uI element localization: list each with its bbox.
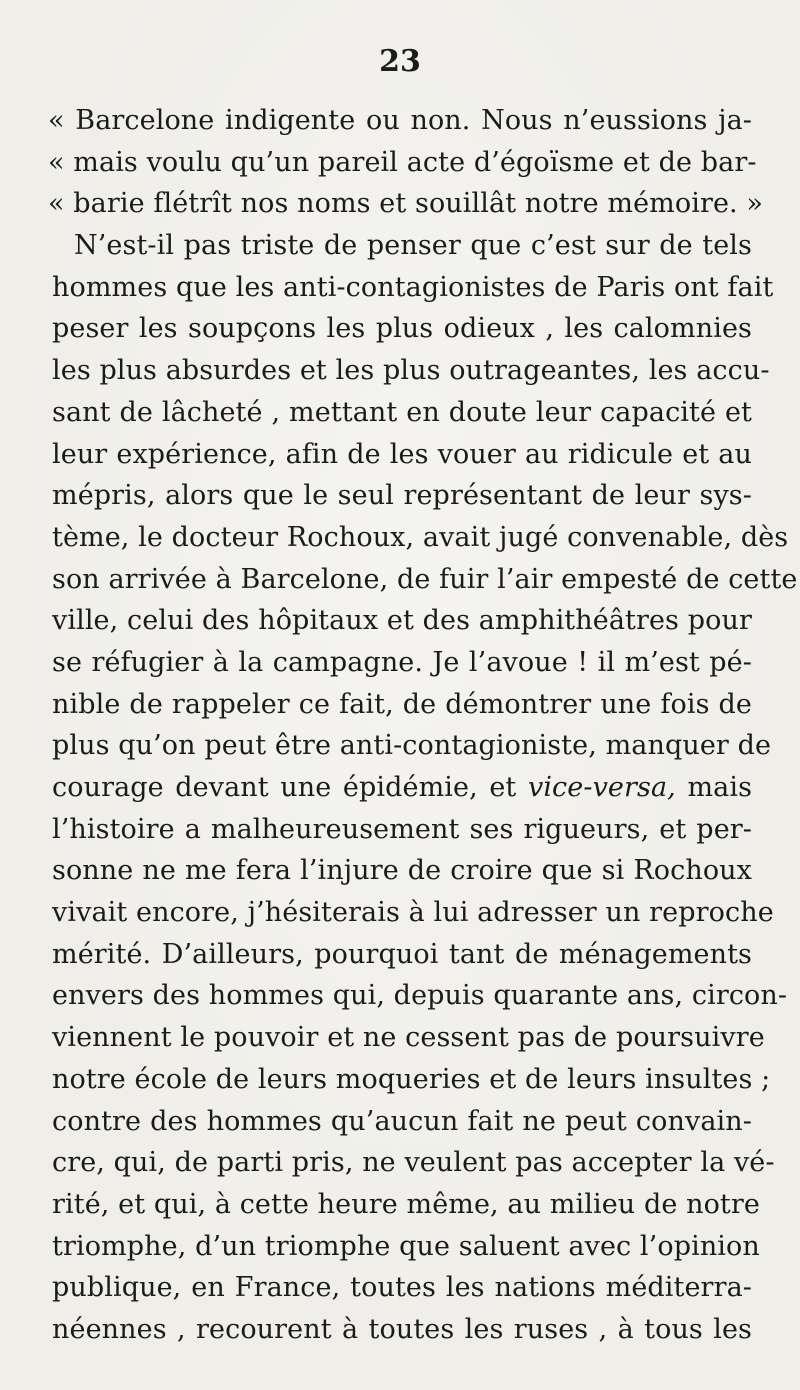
text-line: plus qu’on peut être anti-contagioniste, manquer de <box>52 730 772 762</box>
text-line: publique, en France, toutes les nations méditerra- <box>52 1272 752 1304</box>
text-line: « mais voulu qu’un pareil acte d’égoïsme et de bar- <box>48 146 757 178</box>
text-line: sonne ne me fera l’injure de croire que si Rochoux <box>52 855 752 887</box>
text-line: néennes , recourent à toutes les ruses , à tous les <box>52 1313 752 1345</box>
text-line: mérité. D’ailleurs, pourquoi tant de ménagements <box>52 938 752 970</box>
text-line: « barie flétrît nos noms et souillât notre mémoire. » <box>48 188 764 220</box>
text-line: rité, et qui, à cette heure même, au milieu de notre <box>52 1188 760 1220</box>
text-line: nible de rappeler ce fait, de démontrer une fois de <box>52 688 752 720</box>
text-line: ville, celui des hôpitaux et des amphithéâtres pour <box>52 605 752 637</box>
text-line: viennent le pouvoir et ne cessent pas de poursuivre <box>52 1022 765 1054</box>
italic-phrase: vice-versa, <box>527 772 676 803</box>
text-line: se réfugier à la campagne. Je l’avoue ! il m’est pé- <box>52 646 752 678</box>
text-line: mépris, alors que le seul représentant de leur sys- <box>52 480 752 512</box>
text-line: N’est-il pas triste de penser que c’est sur de tels <box>74 230 752 262</box>
text-line: l’histoire a malheureusement ses rigueurs, et per- <box>52 813 752 845</box>
text-line: triomphe, d’un triomphe que saluent avec l’opinion <box>52 1230 760 1262</box>
text-line: notre école de leurs moqueries et de leurs insultes ; <box>52 1063 771 1095</box>
body-text <box>48 100 798 1351</box>
text-segment: courage devant une épidémie, et <box>52 772 517 803</box>
text-line: son arrivée à Barcelone, de fuir l’air empesté de cette <box>52 563 798 595</box>
text-line: peser les soupçons les plus odieux , les calomnies <box>52 313 752 345</box>
text-line-with-italic <box>52 767 752 809</box>
text-line: cre, qui, de parti pris, ne veulent pas accepter la vé- <box>52 1147 775 1179</box>
text-line: envers des hommes qui, depuis quarante ans, circon- <box>52 980 788 1012</box>
text-line: hommes que les anti-contagionistes de Paris ont fait <box>52 271 774 303</box>
text-line: « Barcelone indigente ou non. Nous n’eussions ja- <box>48 105 752 136</box>
text-line: les plus absurdes et les plus outrageantes, les accu- <box>52 355 770 387</box>
page-number: 23 <box>379 44 421 79</box>
text-line: tème, le docteur Rochoux, avait jugé convenable, dès <box>52 521 789 553</box>
text-line: sant de lâcheté , mettant en doute leur capacité et <box>52 396 752 428</box>
text-segment: mais <box>687 772 753 803</box>
text-line: contre des hommes qu’aucun fait ne peut convain- <box>52 1105 752 1137</box>
text-line: leur expérience, afin de les vouer au ridicule et au <box>52 438 752 470</box>
text-line: vivait encore, j’hésiterais à lui adresser un reproche <box>52 897 774 929</box>
